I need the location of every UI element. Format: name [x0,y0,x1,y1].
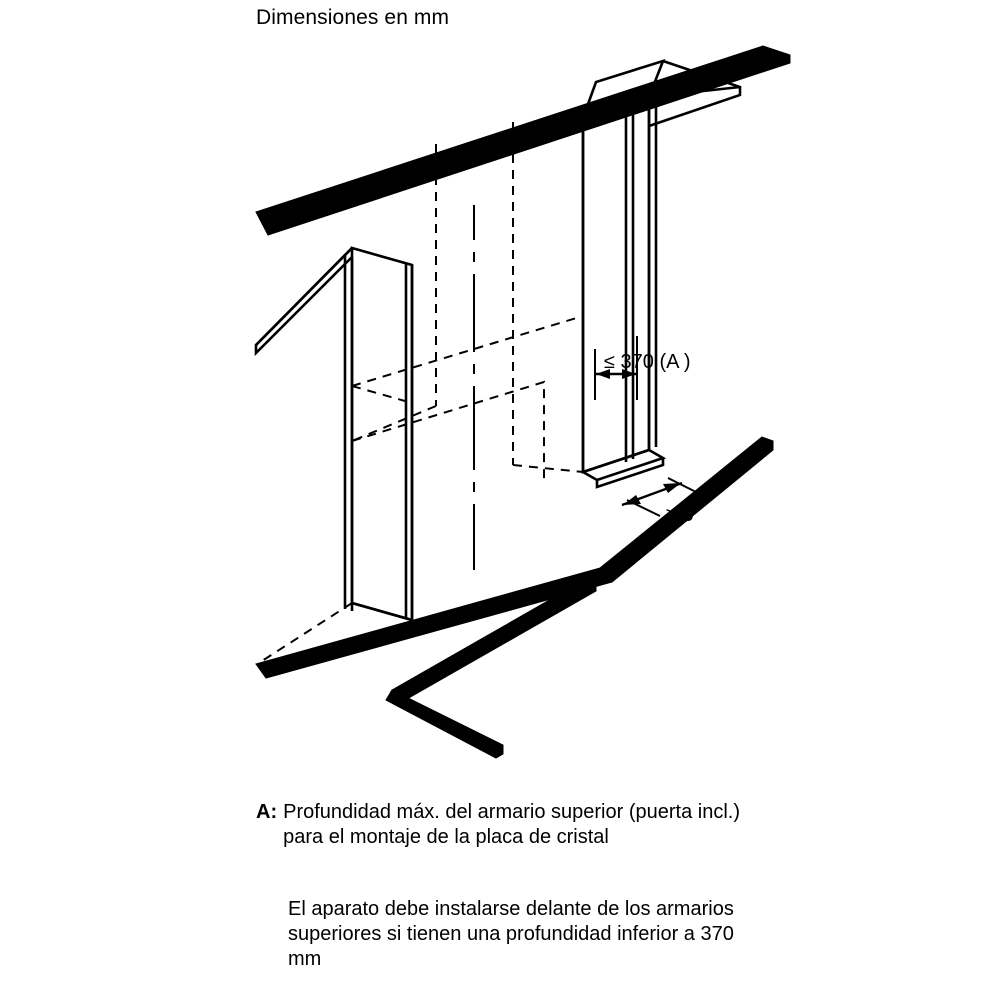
dimension-label-min-gap [666,504,694,527]
legend-text: Profundidad máx. del armario superior (puerta incl.) para el montaje de la placa de cristal [283,801,740,848]
dimension-min-gap-text: ≥ 5 [666,504,694,526]
dimension-label-depth-max [604,351,691,374]
dimension-depth-max-text: ≤ 370 (A ) [604,351,691,373]
page-title: Dimensiones en mm [256,6,450,29]
legend-note [256,800,956,850]
installation-note: El aparato debe instalarse delante de los armarios superiores si tienen una profundidad inferior a 370 mm [288,898,734,970]
legend-key: A: [256,801,278,823]
